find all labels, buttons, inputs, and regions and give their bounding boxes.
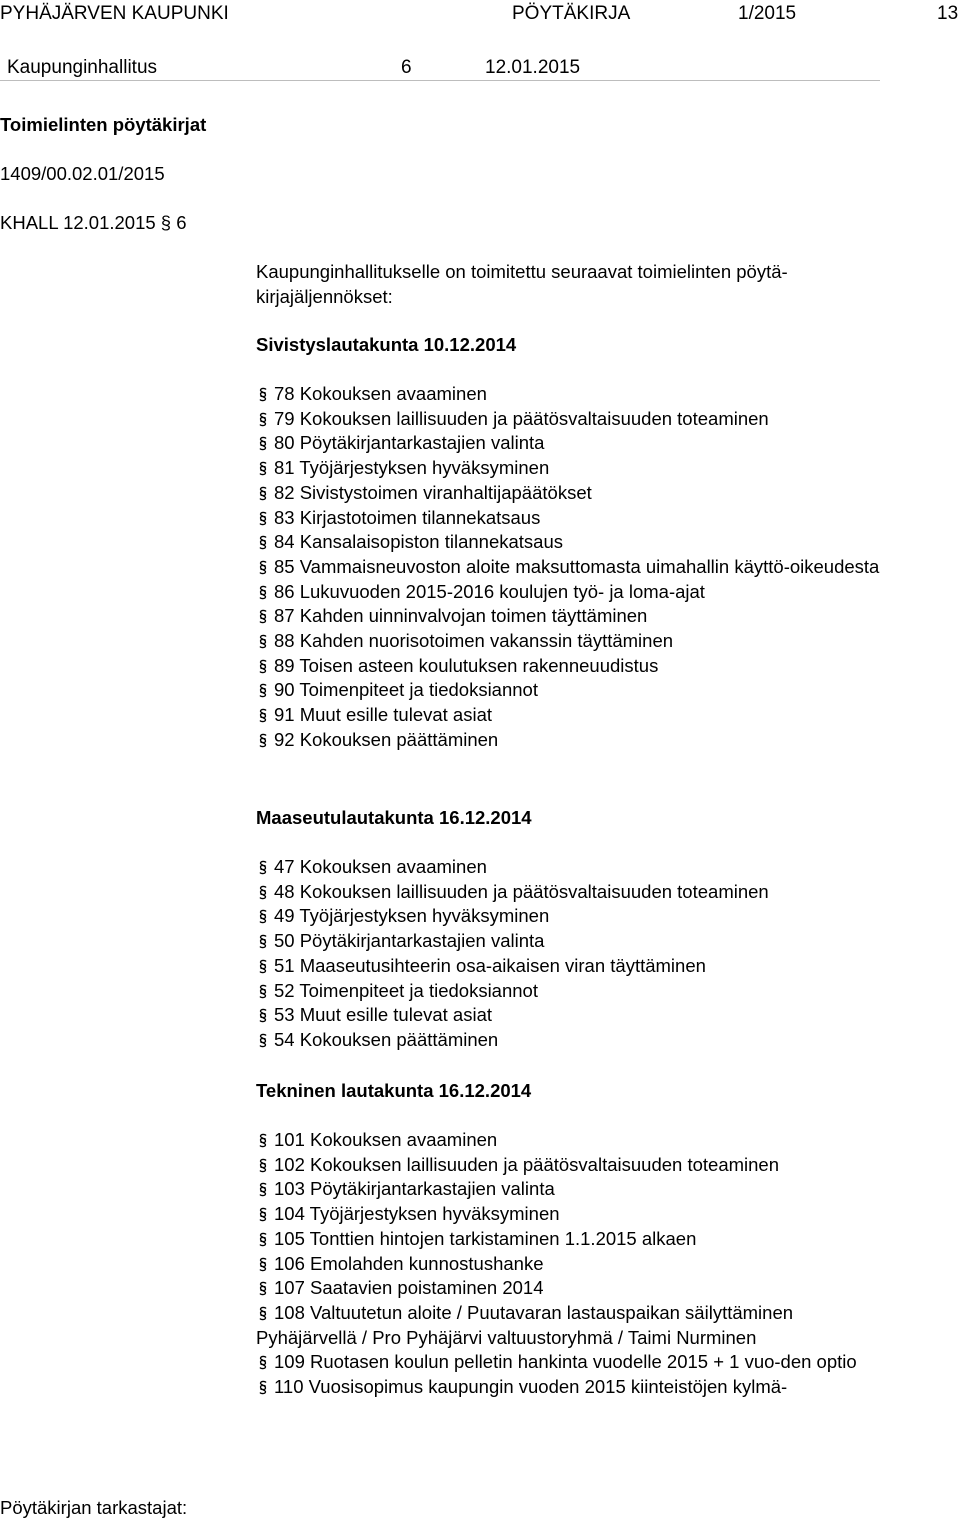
- section-sign-icon: [256, 412, 270, 427]
- intro-line-1: Kaupunginhallitukselle on toimitettu seuraavat toimielinten pöytä-: [256, 261, 788, 282]
- section-sign-icon: [256, 934, 270, 949]
- agenda-item: [256, 855, 896, 880]
- section-sign-icon: [256, 1033, 270, 1048]
- agenda-item: [256, 431, 896, 456]
- agenda-item-text: 109 Ruotasen koulun pelletin hankinta vuodelle 2015 + 1 vuo-den optio: [274, 1351, 857, 1373]
- agenda-item-text: 90 Toimenpiteet ja tiedoksiannot: [274, 679, 538, 701]
- agenda-item: [256, 1252, 896, 1277]
- agenda-item: [256, 1350, 896, 1375]
- agenda-item-text: 50 Pöytäkirjantarkastajien valinta: [274, 930, 545, 952]
- matter-title: Toimielinten pöytäkirjat: [0, 114, 207, 135]
- agenda-item: [256, 1276, 896, 1301]
- section-number: 6: [401, 57, 412, 78]
- agenda-item-text: 107 Saatavien poistaminen 2014: [274, 1277, 544, 1299]
- document-type: PÖYTÄKIRJA: [512, 3, 631, 24]
- agenda-item-text: 54 Kokouksen päättäminen: [274, 1028, 499, 1050]
- section-sign-icon: [256, 909, 270, 924]
- agenda-item-text: 110 Vuosisopimus kaupungin vuoden 2015 kiinteistöjen kylmä-: [274, 1376, 788, 1398]
- agenda-item: [256, 678, 896, 703]
- agenda-item-text: 52 Toimenpiteet ja tiedoksiannot: [274, 979, 538, 1001]
- intro-line-2: kirjajäljennökset:: [256, 286, 393, 307]
- section-sign-icon: [256, 609, 270, 624]
- document-number: 1/2015: [738, 3, 797, 24]
- agenda-item: [256, 382, 896, 407]
- section-sign-icon: [256, 560, 270, 575]
- matter-reference: KHALL 12.01.2015 § 6: [0, 212, 187, 233]
- agenda-item-text: 51 Maaseutusihteerin osa-aikaisen viran täyttäminen: [274, 954, 706, 976]
- section-sign-icon: [256, 1257, 270, 1272]
- agenda-item-text: 92 Kokouksen päättäminen: [274, 728, 499, 750]
- agenda-item-text: 104 Työjärjestyksen hyväksyminen: [274, 1203, 560, 1225]
- minutes-section: [256, 806, 896, 1050]
- agenda-item-text: 83 Kirjastotoimen tilannekatsaus: [274, 506, 541, 528]
- agenda-item: [256, 979, 896, 1004]
- agenda-item-text: 47 Kokouksen avaaminen: [274, 856, 487, 877]
- section-sign-icon: [256, 634, 270, 649]
- agenda-item-list: [256, 382, 896, 753]
- section-sign-icon: [256, 1380, 270, 1395]
- agenda-item-text: 85 Vammaisneuvoston aloite maksuttomasta uimahallin käyttö-oikeudesta: [274, 555, 880, 577]
- agenda-item-text: 89 Toisen asteen koulutuksen rakenneuudistus: [274, 654, 659, 676]
- reviewers-label: Pöytäkirjan tarkastajat:: [0, 1497, 188, 1518]
- agenda-item-text: 86 Lukuvuoden 2015-2016 koulujen työ- ja loma-ajat: [274, 580, 705, 602]
- section-sign-icon: [256, 1133, 270, 1148]
- agenda-item-text: 80 Pöytäkirjantarkastajien valinta: [274, 432, 545, 454]
- agenda-item: [256, 407, 896, 432]
- agenda-item: [256, 1375, 896, 1400]
- agenda-item-text: 103 Pöytäkirjantarkastajien valinta: [274, 1178, 555, 1200]
- section-title: Tekninen lautakunta 16.12.2014: [256, 1080, 532, 1101]
- section-sign-icon: [256, 959, 270, 974]
- section-sign-icon: [256, 885, 270, 900]
- section-sign-icon: [256, 486, 270, 501]
- agenda-item: [256, 604, 896, 629]
- section-title: Sivistyslautakunta 10.12.2014: [256, 334, 517, 355]
- agenda-item-text: 105 Tonttien hintojen tarkistaminen 1.1.2015 alkaen: [274, 1227, 697, 1249]
- section-sign-icon: [256, 1306, 270, 1321]
- section-sign-icon: [256, 1008, 270, 1023]
- agenda-item: [256, 654, 896, 679]
- section-sign-icon: [256, 511, 270, 526]
- section-sign-icon: [256, 1182, 270, 1197]
- agenda-item-text: 81 Työjärjestyksen hyväksyminen: [274, 457, 550, 479]
- section-sign-icon: [256, 733, 270, 748]
- agenda-item: [256, 1128, 896, 1153]
- agenda-item: [256, 1177, 896, 1202]
- agenda-item-text: 82 Sivistystoimen viranhaltijapäätökset: [274, 481, 592, 503]
- agenda-item-text: 88 Kahden nuorisotoimen vakanssin täyttäminen: [274, 630, 674, 652]
- diary-number: 1409/00.02.01/2015: [0, 163, 165, 184]
- section-sign-icon: [256, 659, 270, 674]
- agenda-item-text: 108 Valtuutetun aloite / Puutavaran lastauspaikan säilyttäminen Pyhäjärvellä / Pro Pyhäjärvi valtuustoryhmä / Taimi Nurminen: [256, 1301, 794, 1348]
- section-sign-icon: [256, 860, 270, 875]
- section-sign-icon: [256, 1355, 270, 1370]
- section-sign-icon: [256, 1281, 270, 1296]
- section-sign-icon: [256, 387, 270, 402]
- agenda-item-text: 48 Kokouksen laillisuuden ja päätösvaltaisuuden toteaminen: [274, 880, 769, 902]
- agenda-item-text: 78 Kokouksen avaaminen: [274, 383, 487, 404]
- agenda-item-text: 91 Muut esille tulevat asiat: [274, 704, 493, 726]
- section-sign-icon: [256, 1158, 270, 1173]
- agenda-item-list: [256, 855, 896, 1053]
- agenda-item: [256, 880, 896, 905]
- agenda-item: [256, 703, 896, 728]
- agenda-item: [256, 1028, 896, 1053]
- section-sign-icon: [256, 585, 270, 600]
- agenda-item: [256, 481, 896, 506]
- page-number: 13: [937, 3, 959, 24]
- agenda-item: [256, 1227, 896, 1252]
- section-sign-icon: [256, 984, 270, 999]
- agenda-item: [256, 580, 896, 605]
- agenda-item: [256, 1301, 896, 1350]
- agenda-item-text: 53 Muut esille tulevat asiat: [274, 1004, 493, 1026]
- organization-name: PYHÄJÄRVEN KAUPUNKI: [0, 3, 229, 24]
- section-title: Maaseutulautakunta 16.12.2014: [256, 807, 532, 828]
- minutes-section: [256, 1079, 896, 1398]
- agenda-item: [256, 506, 896, 531]
- agenda-item: [256, 1153, 896, 1178]
- section-sign-icon: [256, 1232, 270, 1247]
- agenda-item: [256, 929, 896, 954]
- agenda-item: [256, 728, 896, 753]
- agenda-item-text: 49 Työjärjestyksen hyväksyminen: [274, 905, 550, 927]
- agenda-item: [256, 954, 896, 979]
- agenda-item-text: 79 Kokouksen laillisuuden ja päätösvaltaisuuden toteaminen: [274, 407, 769, 429]
- agenda-item-text: 102 Kokouksen laillisuuden ja päätösvaltaisuuden toteaminen: [274, 1153, 779, 1175]
- minutes-section: [256, 333, 896, 750]
- agenda-item: [256, 1202, 896, 1227]
- section-sign-icon: [256, 436, 270, 451]
- section-sign-icon: [256, 683, 270, 698]
- header-divider: [0, 80, 880, 81]
- agenda-item-text: 106 Emolahden kunnostushanke: [274, 1252, 544, 1274]
- section-sign-icon: [256, 1207, 270, 1222]
- agenda-item: [256, 555, 896, 580]
- decision-body: Kaupunginhallitus: [7, 57, 158, 78]
- agenda-item-text: 87 Kahden uinninvalvojan toimen täyttäminen: [274, 605, 648, 627]
- meeting-date: 12.01.2015: [485, 57, 581, 78]
- agenda-item: [256, 904, 896, 929]
- agenda-item: [256, 1003, 896, 1028]
- agenda-item: [256, 456, 896, 481]
- agenda-item-text: 84 Kansalaisopiston tilannekatsaus: [274, 531, 563, 553]
- section-sign-icon: [256, 708, 270, 723]
- section-sign-icon: [256, 461, 270, 476]
- section-sign-icon: [256, 535, 270, 550]
- agenda-item: [256, 530, 896, 555]
- agenda-item: [256, 629, 896, 654]
- agenda-item-text: 101 Kokouksen avaaminen: [274, 1129, 498, 1150]
- intro-paragraph: [256, 259, 788, 309]
- agenda-item-list: [256, 1128, 896, 1400]
